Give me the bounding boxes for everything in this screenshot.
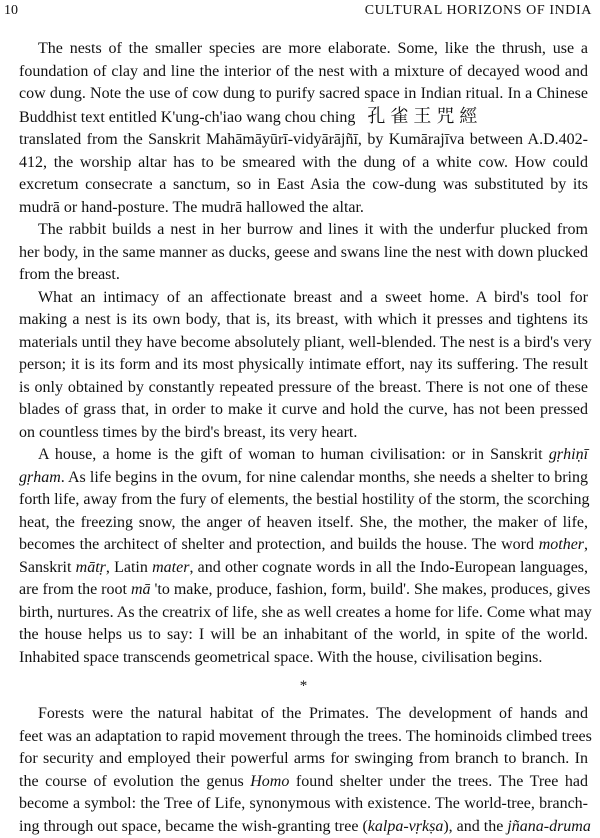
text-line bbox=[19, 467, 588, 490]
text-line: cow dung. Note the use of cow dung to purify sacred space in Indian ritual. In a Chinese bbox=[19, 83, 588, 106]
paragraph-forests bbox=[19, 703, 588, 838]
text-line-part: 'to make, produce, fashion, form, build'. She makes, produces, gives bbox=[155, 581, 591, 598]
latin-term: mater bbox=[152, 559, 189, 576]
sanskrit-term: gṛhiṇī bbox=[549, 446, 588, 463]
text-line: from the breast. bbox=[19, 264, 588, 287]
body-text bbox=[19, 38, 588, 838]
text-line: 412, the worship altar has to be smeared with the dung of a white cow. How could bbox=[19, 152, 588, 175]
paragraph-nests bbox=[19, 38, 588, 219]
sanskrit-term: mātṛ bbox=[76, 559, 106, 576]
text-line-part: the course of evolution the genus bbox=[19, 773, 244, 790]
text-line-part: A house, a home is the gift of woman to human civilisation: or in Sanskrit bbox=[38, 446, 543, 463]
section-separator: * bbox=[19, 675, 588, 697]
paragraph-rabbit bbox=[19, 219, 588, 287]
text-line-part: , and other cognate words in all the Indo-European languages, bbox=[189, 559, 588, 576]
text-line: the house helps us to say: I will be an inhabitant of the world, in spite of the world. bbox=[19, 624, 588, 647]
text-line: translated from the Sanskrit Mahāmāyūrī-vidyārājñī, by Kumārajīva between A.D.402- bbox=[19, 129, 588, 152]
running-head bbox=[4, 2, 592, 20]
running-title: CULTURAL HORIZONS OF INDIA bbox=[365, 2, 592, 20]
page-number: 10 bbox=[4, 2, 18, 20]
emphasized-word: mother bbox=[539, 536, 584, 553]
text-line: foundation of clay and line the interior of the nest with a mixture of decayed wood and bbox=[19, 61, 588, 84]
sanskrit-term: kalpa-vṛkṣa bbox=[368, 818, 444, 835]
text-line: her body, in the same manner as ducks, geese and swans line the nest with down plucked bbox=[19, 242, 588, 265]
text-line-part: found shelter under the trees. The Tree had bbox=[296, 773, 588, 790]
text-line: person; it is its form and its most physically intimate effort, nay its suffering. The result bbox=[19, 354, 588, 377]
sanskrit-term: gṛham bbox=[19, 469, 61, 486]
text-line: materials until they have become absolutely pliant, well-blended. The nest is a bird's very bbox=[19, 332, 588, 355]
text-line bbox=[19, 534, 588, 557]
text-line: is only obtained by constantly repeated pressure of the breast. There is not one of these bbox=[19, 377, 588, 400]
text-line bbox=[19, 444, 588, 467]
text-line: The nests of the smaller species are more elaborate. Some, like the thrush, use a bbox=[19, 38, 588, 61]
text-line-part: Buddhist text entitled K'ung-ch'iao wang chou ching bbox=[19, 109, 355, 126]
text-line-part: are from the root bbox=[19, 581, 127, 598]
paragraph-intimacy bbox=[19, 287, 588, 445]
text-line-part: , Latin bbox=[106, 559, 148, 576]
text-line: birth, nurtures. As the creatrix of life, she as well creates a home for life. Come what may bbox=[19, 602, 588, 625]
text-line-part: Sanskrit bbox=[19, 559, 71, 576]
text-line: become a symbol: the Tree of Life, synonymous with existence. The world-tree, branch- bbox=[19, 793, 588, 816]
chinese-title: 孔雀王咒經 bbox=[367, 106, 482, 127]
text-line: making a nest is its own body, that is, its breast, with which it presses and tightens its bbox=[19, 309, 588, 332]
text-line: The rabbit builds a nest in her burrow and lines it with the underfur plucked from bbox=[19, 219, 588, 242]
genus-term: Homo bbox=[250, 773, 289, 790]
text-line: forth life, away from the fury of elements, the bestial hostility of the storm, the scorching bbox=[19, 489, 588, 512]
text-line bbox=[19, 106, 588, 130]
text-line: excretum consecrate a sanctum, so in East Asia the cow-dung was substituted by its bbox=[19, 174, 588, 197]
text-line bbox=[19, 557, 588, 580]
text-line bbox=[19, 771, 588, 794]
text-line-part: . As life begins in the ovum, for nine calendar months, she needs a shelter to bring bbox=[61, 469, 588, 486]
text-line: blades of grass that, in order to make it curve and hold the curve, has not been pressed bbox=[19, 399, 588, 422]
text-line-part: ing through out space, became the wish-granting tree ( bbox=[19, 818, 368, 835]
text-line: on countless times by the bird's breast, its very heart. bbox=[19, 422, 588, 445]
text-line: heat, the freezing snow, the anger of heaven itself. She, the mother, the maker of life, bbox=[19, 512, 588, 535]
text-line: mudrā or hand-posture. The mudrā hallowed the altar. bbox=[19, 197, 588, 220]
text-line: for security and employed their powerful arms for swinging from branch to branch. In bbox=[19, 748, 588, 771]
text-line bbox=[19, 579, 588, 602]
text-line bbox=[19, 816, 588, 838]
text-line-part: ), and the bbox=[443, 818, 503, 835]
text-line: feet was an adaptation to rapid movement through the trees. The hominoids climbed trees bbox=[19, 726, 588, 749]
text-line-part: becomes the architect of shelter and protection, and builds the house. The word bbox=[19, 536, 534, 553]
text-line: What an intimacy of an affectionate breast and a sweet home. A bird's tool for bbox=[19, 287, 588, 310]
sanskrit-term: mā bbox=[131, 581, 151, 598]
text-line: Inhabited space transcends geometrical space. With the house, civilisation begins. bbox=[19, 647, 588, 670]
text-line: Forests were the natural habitat of the Primates. The development of hands and bbox=[19, 703, 588, 726]
sanskrit-term: jñana-druma bbox=[507, 818, 591, 835]
paragraph-house bbox=[19, 444, 588, 669]
text-line-part: , bbox=[584, 536, 588, 553]
